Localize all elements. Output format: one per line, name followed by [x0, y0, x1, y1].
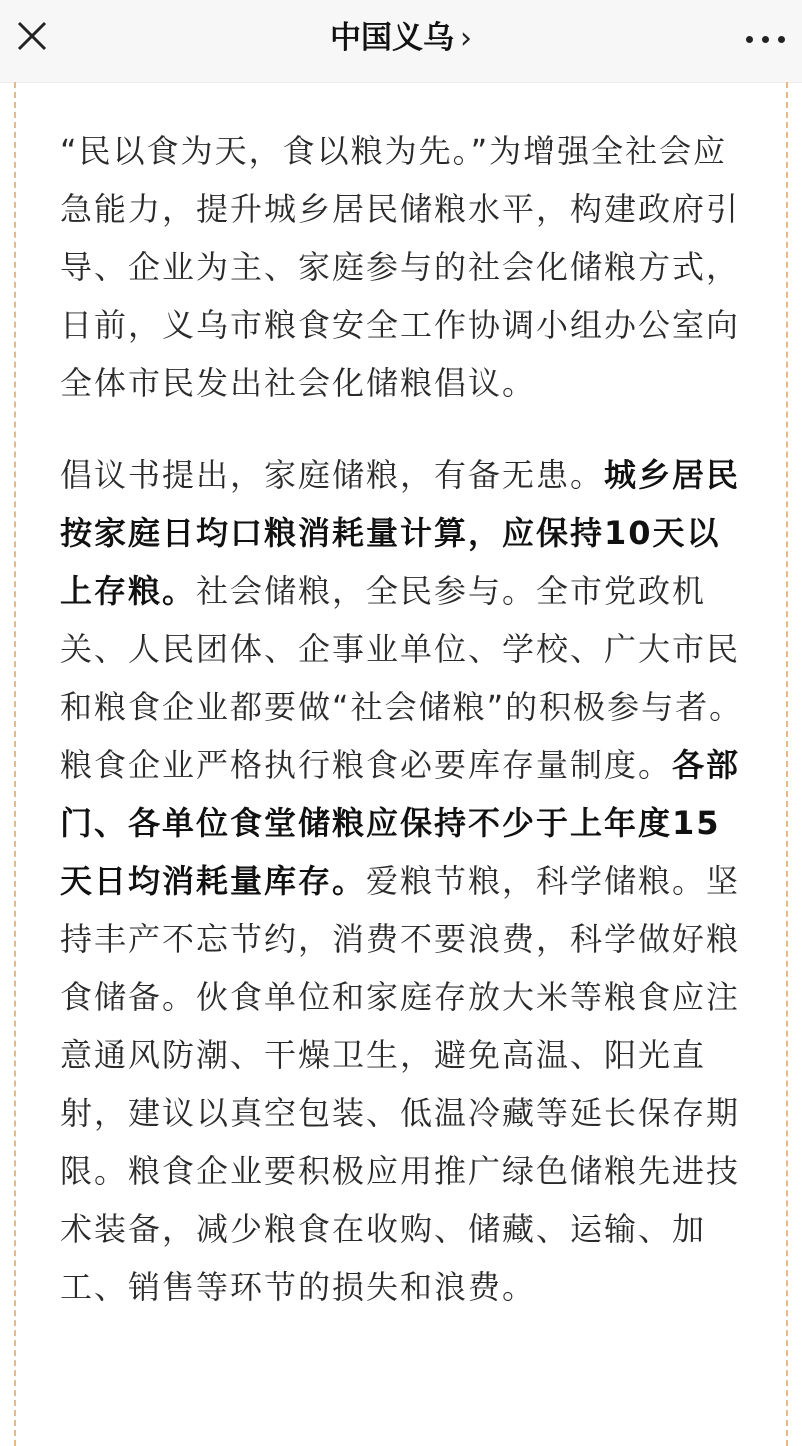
- article-frame: [0, 82, 802, 1446]
- top-bar: [0, 0, 802, 83]
- page-title-text: 中国义乌: [330, 20, 454, 56]
- page-title[interactable]: [0, 18, 802, 59]
- p2-sentence-5: 爱粮节粮，科学储粮。坚持丰产不忘节约，消费不要浪费，科学做好粮食储备。伙食单位和家庭存放大米等粮食应注意通风防潮、干燥卫生，避免高温、阳光直射，建议以真空包装、低温冷藏等延长保存期限。粮食企业要积极应用推广绿色储粮先进技术装备，减少粮食在收购、储藏、运输、加工、销售等环节的损失和浪费。: [60, 862, 741, 1306]
- p2-sentence-3: 社会储粮，全民参与。全市党政机关、人民团体、企事业单位、学校、广大市民和粮食企业都要做“社会储粮”的积极参与者。粮食企业严格执行粮食必要库存量制度。: [60, 572, 744, 784]
- left-dashed-border: [14, 82, 16, 1446]
- more-icon-dot: [762, 36, 769, 43]
- more-icon-dot: [778, 36, 785, 43]
- p2-bold-2: 各部门、各单位食堂储粮应保持不少于上年度15天日均消耗量库存。: [60, 746, 741, 900]
- p2-bold-1: 城乡居民按家庭日均口粮消耗量计算，应保持10天以上存粮。: [60, 456, 741, 610]
- right-dashed-border: [786, 82, 788, 1446]
- more-icon: [746, 36, 753, 43]
- more-button[interactable]: [744, 26, 788, 52]
- article-body: [60, 122, 750, 1316]
- chevron-right-icon: ›: [460, 21, 472, 56]
- paragraph-2: [60, 446, 750, 1316]
- paragraph-1: “民以食为天，食以粮为先。”为增强全社会应急能力，提升城乡居民储粮水平，构建政府引导、企业为主、家庭参与的社会化储粮方式，日前，义乌市粮食安全工作协调小组办公室向全体市民发出社会化储粮倡议。: [60, 132, 741, 402]
- p2-sentence-1: 倡议书提出，家庭储粮，有备无患。: [60, 456, 605, 494]
